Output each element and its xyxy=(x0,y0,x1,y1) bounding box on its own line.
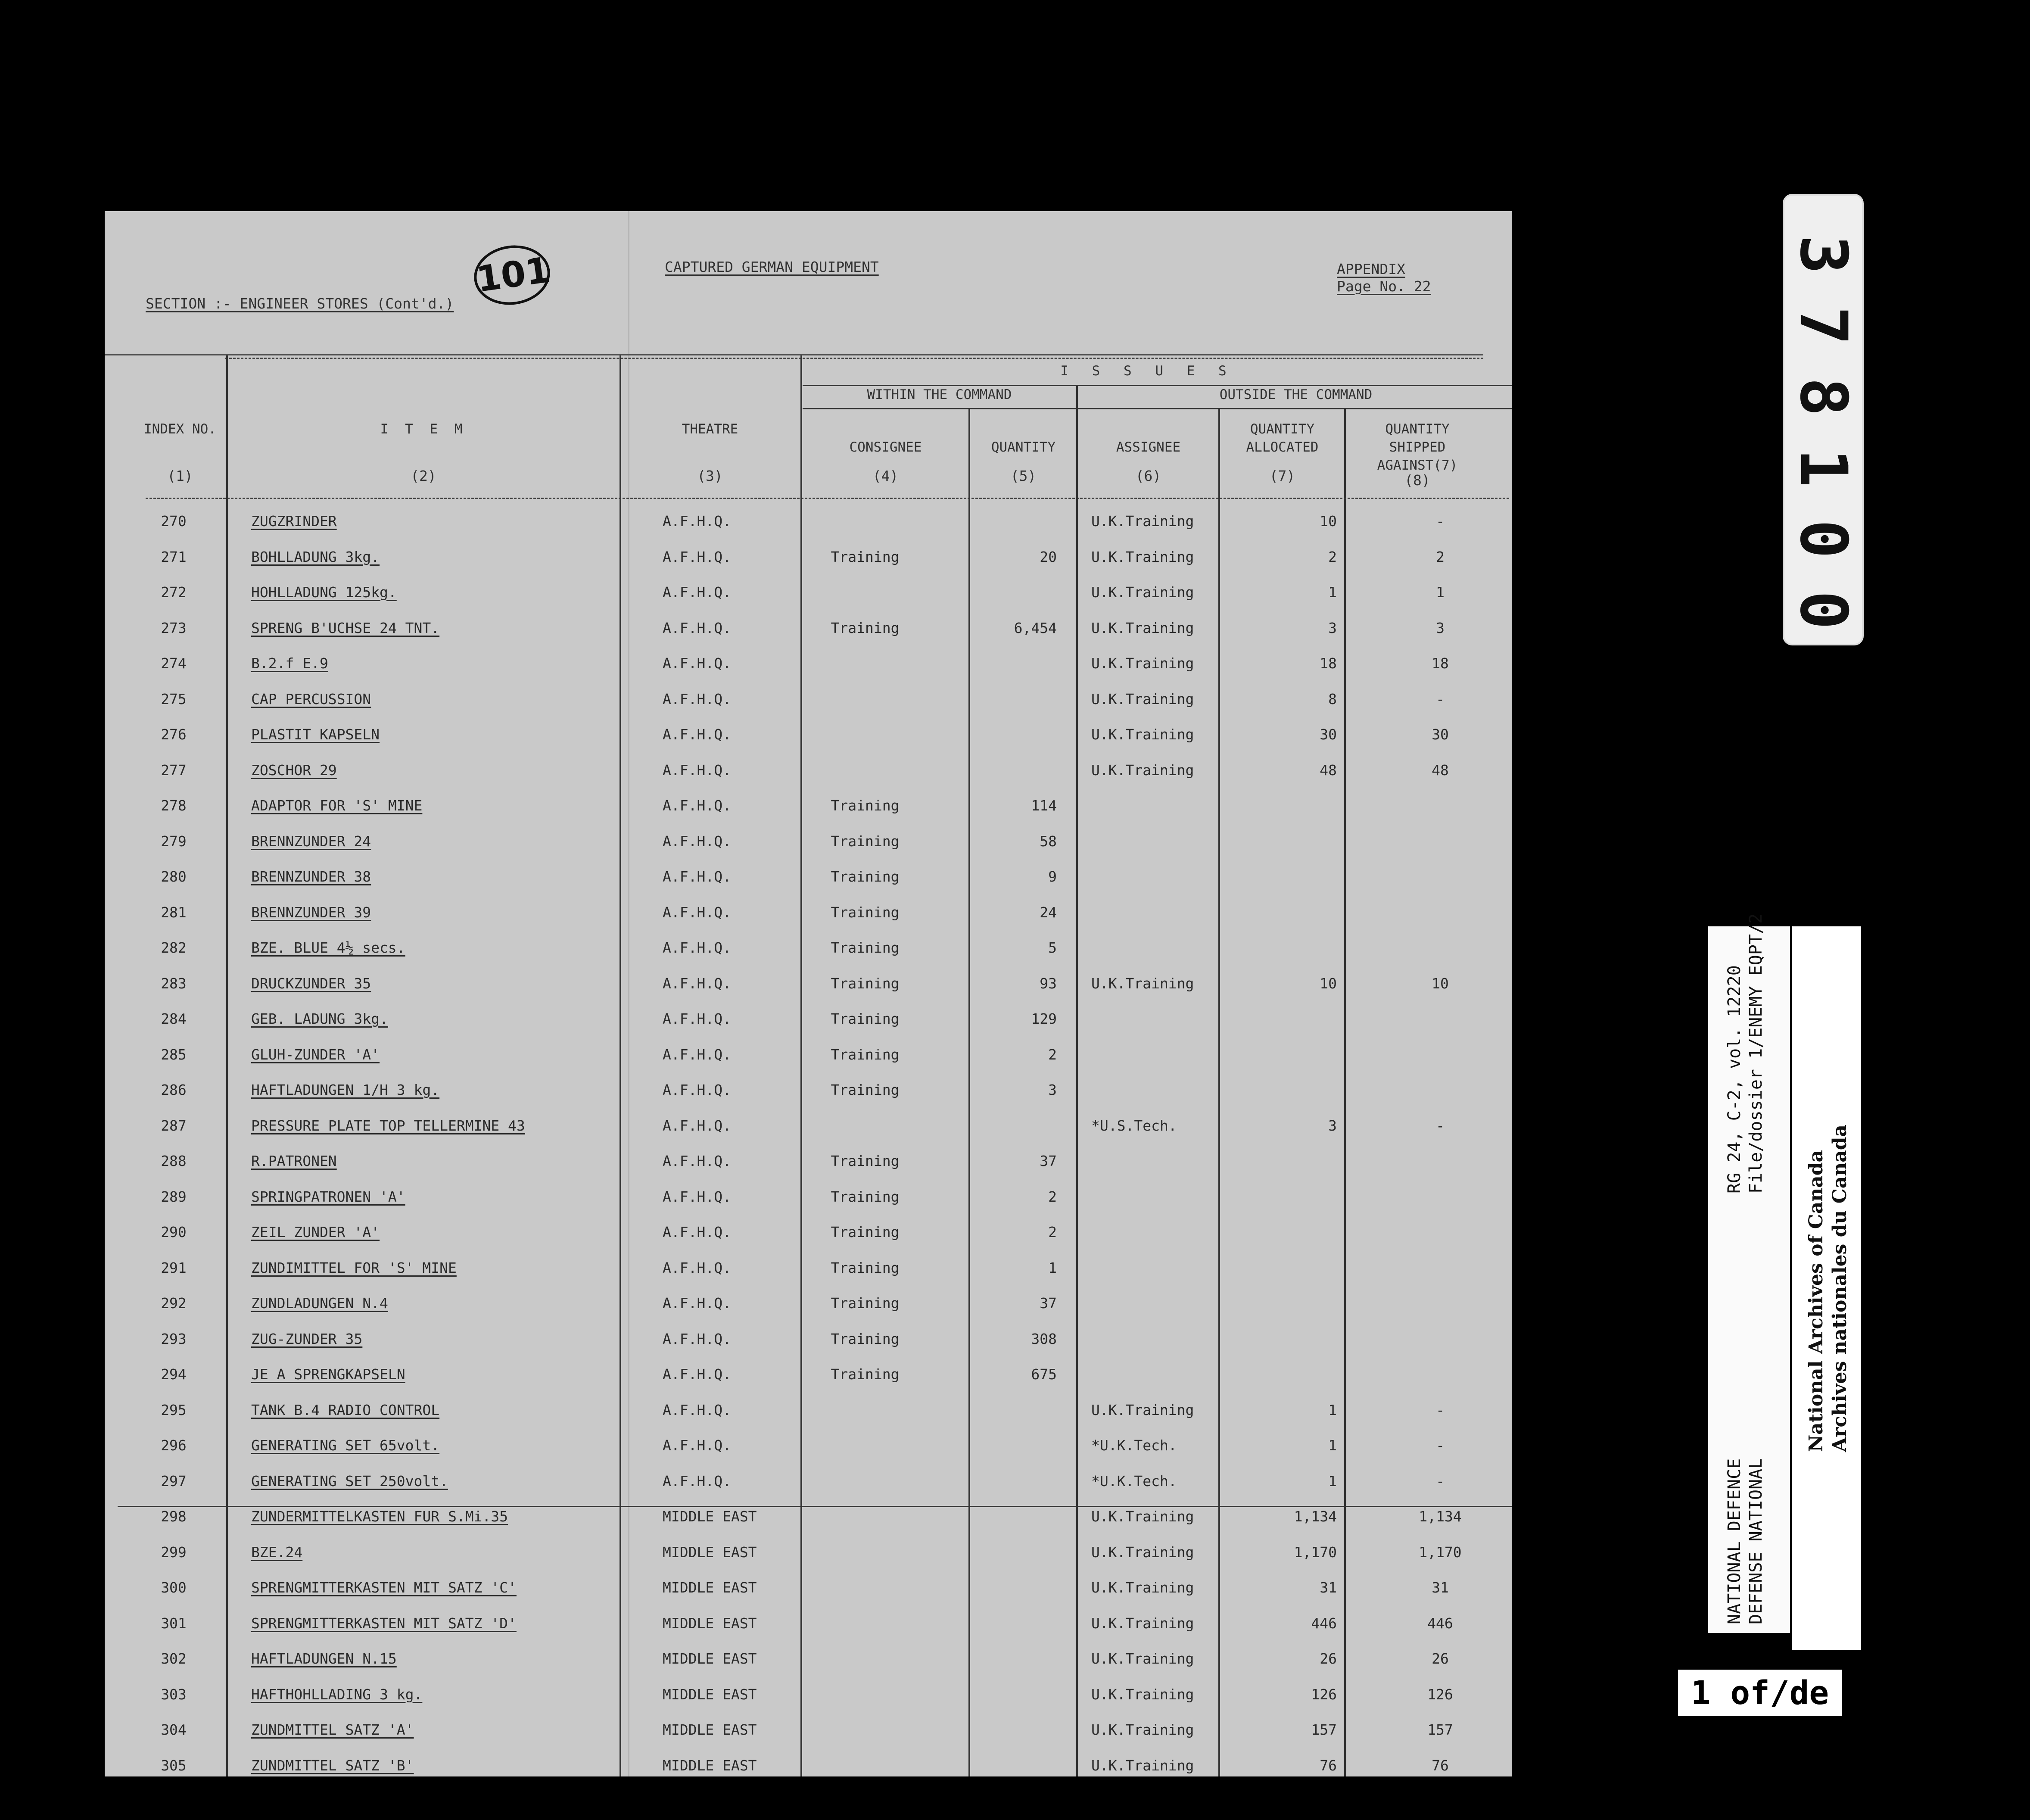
row-item: SPRINGPATRONEN 'A' xyxy=(251,1188,405,1205)
issues-header: I S S U E S xyxy=(1060,363,1234,379)
table-row xyxy=(105,584,1512,618)
row-theatre: MIDDLE EAST xyxy=(663,1686,757,1703)
row-index: 282 xyxy=(161,939,187,956)
row-quantity: 58 xyxy=(1040,832,1057,850)
col-num-3: (3) xyxy=(697,467,723,484)
table-row xyxy=(105,726,1512,760)
row-assignee: U.K.Training xyxy=(1091,690,1194,707)
row-assignee: U.K.Training xyxy=(1091,513,1194,530)
row-assignee: U.K.Training xyxy=(1091,619,1194,636)
row-item: BOHLLADUNG 3kg. xyxy=(251,548,380,565)
row-theatre: A.F.H.Q. xyxy=(663,1366,731,1383)
row-qty-shipped: 18 xyxy=(1432,655,1449,672)
microfilm-digit: 7 xyxy=(1786,306,1861,346)
row-theatre: A.F.H.Q. xyxy=(663,1472,731,1490)
row-qty-allocated: 8 xyxy=(1328,690,1337,707)
col-header-assignee: ASSIGNEE xyxy=(1116,439,1181,455)
row-quantity: 1 xyxy=(1048,1259,1057,1276)
table-row xyxy=(105,833,1512,867)
row-item: ZUG-ZUNDER 35 xyxy=(251,1330,363,1347)
row-index: 302 xyxy=(161,1650,187,1667)
row-index: 277 xyxy=(161,761,187,779)
col-header-item: I T E M xyxy=(380,421,467,437)
row-consignee: Training xyxy=(831,904,900,921)
archive-reference-label xyxy=(1708,913,1790,1633)
table-row xyxy=(105,1544,1512,1578)
row-assignee: U.K.Training xyxy=(1091,975,1194,992)
table-row xyxy=(105,1259,1512,1294)
row-qty-allocated: 3 xyxy=(1328,1117,1337,1134)
table-row xyxy=(105,1721,1512,1756)
row-theatre: A.F.H.Q. xyxy=(663,726,731,743)
row-assignee: U.K.Training xyxy=(1091,1614,1194,1632)
table-row xyxy=(105,655,1512,689)
row-index: 293 xyxy=(161,1330,187,1347)
row-index: 299 xyxy=(161,1543,187,1561)
row-index: 298 xyxy=(161,1508,187,1525)
row-quantity: 93 xyxy=(1040,975,1057,992)
row-item: ZEIL ZUNDER 'A' xyxy=(251,1224,380,1240)
row-qty-allocated: 1 xyxy=(1328,1437,1337,1454)
row-theatre: MIDDLE EAST xyxy=(663,1508,757,1525)
row-quantity: 3 xyxy=(1048,1081,1057,1098)
row-index: 305 xyxy=(161,1757,187,1774)
section-heading: SECTION :- ENGINEER STORES (Cont'd.) xyxy=(146,295,454,312)
row-index: 292 xyxy=(161,1295,187,1312)
row-theatre: A.F.H.Q. xyxy=(663,904,731,921)
sheet-count-stamp: 1 of/de xyxy=(1678,1670,1842,1716)
row-consignee: Training xyxy=(831,1153,900,1169)
row-assignee: U.K.Training xyxy=(1091,1721,1194,1738)
row-index: 300 xyxy=(161,1579,187,1596)
col7-line1: QUANTITY xyxy=(1250,421,1315,437)
appendix-label: APPENDIX xyxy=(1337,261,1405,277)
row-quantity: 2 xyxy=(1048,1188,1057,1205)
row-consignee: Training xyxy=(831,797,900,814)
table-row xyxy=(105,1188,1512,1223)
row-assignee: U.K.Training xyxy=(1091,1543,1194,1561)
row-quantity: 37 xyxy=(1040,1153,1057,1169)
row-consignee: Training xyxy=(831,975,900,992)
row-qty-shipped: 76 xyxy=(1432,1757,1449,1774)
row-item: SPRENGMITTERKASTEN MIT SATZ 'D' xyxy=(251,1614,517,1632)
row-quantity: 9 xyxy=(1048,868,1057,885)
row-item: HAFTHOHLLADING 3 kg. xyxy=(251,1686,423,1703)
row-consignee: Training xyxy=(831,832,900,850)
table-row xyxy=(105,975,1512,1010)
archive-institution-label xyxy=(1792,926,1861,1650)
row-qty-shipped: 48 xyxy=(1432,761,1449,779)
microfilm-digit: 0 xyxy=(1786,590,1861,630)
row-item: BRENNZUNDER 24 xyxy=(251,832,371,850)
row-qty-allocated: 157 xyxy=(1311,1721,1337,1738)
microfilm-digit: 1 xyxy=(1786,448,1861,488)
row-item: HOHLLADUNG 125kg. xyxy=(251,584,397,601)
row-theatre: A.F.H.Q. xyxy=(663,761,731,779)
row-item: HAFTLADUNGEN 1/H 3 kg. xyxy=(251,1081,440,1098)
row-theatre: A.F.H.Q. xyxy=(663,1010,731,1027)
col-header-quantity: QUANTITY xyxy=(991,439,1056,455)
row-qty-allocated: 126 xyxy=(1311,1686,1337,1703)
col-num-6: (6) xyxy=(1135,467,1161,484)
document-page xyxy=(105,211,1512,1776)
row-consignee: Training xyxy=(831,1330,900,1347)
row-item: B.2.f E.9 xyxy=(251,655,328,672)
row-assignee: U.K.Training xyxy=(1091,548,1194,565)
row-index: 285 xyxy=(161,1046,187,1063)
col8-line2: SHIPPED xyxy=(1389,439,1446,455)
row-index: 276 xyxy=(161,726,187,743)
row-theatre: A.F.H.Q. xyxy=(663,1437,731,1454)
row-quantity: 2 xyxy=(1048,1224,1057,1240)
row-item: JE A SPRENGKAPSELN xyxy=(251,1366,405,1383)
row-item: GLUH-ZUNDER 'A' xyxy=(251,1046,380,1063)
col-num-4: (4) xyxy=(872,467,899,484)
microfilm-number-label xyxy=(1783,194,1864,645)
table-row xyxy=(105,868,1512,903)
microfilm-digit: 0 xyxy=(1786,519,1861,559)
row-item: ZUNDLADUNGEN N.4 xyxy=(251,1295,388,1312)
row-theatre: A.F.H.Q. xyxy=(663,1295,731,1312)
row-theatre: MIDDLE EAST xyxy=(663,1721,757,1738)
row-item: TANK B.4 RADIO CONTROL xyxy=(251,1401,440,1418)
row-index: 288 xyxy=(161,1153,187,1169)
row-assignee: U.K.Training xyxy=(1091,1508,1194,1525)
row-qty-allocated: 10 xyxy=(1320,513,1337,530)
row-theatre: A.F.H.Q. xyxy=(663,584,731,601)
table-row xyxy=(105,1402,1512,1436)
row-qty-allocated: 18 xyxy=(1320,655,1337,672)
col-header-theatre: THEATRE xyxy=(682,421,738,437)
row-qty-shipped: 10 xyxy=(1432,975,1449,992)
row-consignee: Training xyxy=(831,868,900,885)
row-index: 301 xyxy=(161,1614,187,1632)
row-theatre: A.F.H.Q. xyxy=(663,548,731,565)
col-num-2: (2) xyxy=(411,467,436,484)
row-item: R.PATRONEN xyxy=(251,1153,337,1169)
row-theatre: A.F.H.Q. xyxy=(663,797,731,814)
row-qty-shipped: 157 xyxy=(1427,1721,1453,1738)
row-item: ZOSCHOR 29 xyxy=(251,761,337,779)
row-theatre: A.F.H.Q. xyxy=(663,1401,731,1418)
row-index: 275 xyxy=(161,690,187,707)
table-row xyxy=(105,904,1512,938)
row-item: GENERATING SET 250volt. xyxy=(251,1472,448,1490)
row-qty-shipped: 26 xyxy=(1432,1650,1449,1667)
row-qty-shipped: - xyxy=(1436,1472,1445,1490)
row-index: 296 xyxy=(161,1437,187,1454)
department-line-1: NATIONAL DEFENCE xyxy=(1725,1458,1744,1624)
row-item: ZUNDMITTEL SATZ 'A' xyxy=(251,1721,414,1738)
row-item: DRUCKZUNDER 35 xyxy=(251,975,371,992)
row-assignee: *U.K.Tech. xyxy=(1091,1437,1177,1454)
row-quantity: 114 xyxy=(1031,797,1057,814)
row-index: 291 xyxy=(161,1259,187,1276)
row-theatre: MIDDLE EAST xyxy=(663,1757,757,1774)
row-qty-shipped: 126 xyxy=(1427,1686,1453,1703)
within-command-header: WITHIN THE COMMAND xyxy=(867,387,1012,402)
row-qty-allocated: 1 xyxy=(1328,1472,1337,1490)
row-quantity: 6,454 xyxy=(1014,619,1057,636)
row-theatre: MIDDLE EAST xyxy=(663,1579,757,1596)
outside-command-header: OUTSIDE THE COMMAND xyxy=(1219,387,1373,402)
row-theatre: A.F.H.Q. xyxy=(663,939,731,956)
row-theatre: A.F.H.Q. xyxy=(663,619,731,636)
row-theatre: A.F.H.Q. xyxy=(663,1081,731,1098)
row-index: 304 xyxy=(161,1721,187,1738)
row-qty-shipped: 2 xyxy=(1436,548,1445,565)
microfilm-digit: 3 xyxy=(1786,235,1861,274)
col7-line2: ALLOCATED xyxy=(1246,439,1319,455)
row-qty-shipped: - xyxy=(1436,1401,1445,1418)
table-row xyxy=(105,762,1512,796)
row-assignee: *U.K.Tech. xyxy=(1091,1472,1177,1490)
row-theatre: A.F.H.Q. xyxy=(663,975,731,992)
table-row xyxy=(105,1473,1512,1507)
row-theatre: MIDDLE EAST xyxy=(663,1614,757,1632)
row-item: ADAPTOR FOR 'S' MINE xyxy=(251,797,423,814)
row-index: 297 xyxy=(161,1472,187,1490)
row-item: ZUNDERMITTELKASTEN FUR S.Mi.35 xyxy=(251,1508,508,1525)
row-index: 295 xyxy=(161,1401,187,1418)
row-quantity: 129 xyxy=(1031,1010,1057,1027)
row-qty-allocated: 10 xyxy=(1320,975,1337,992)
row-item: BRENNZUNDER 39 xyxy=(251,904,371,921)
row-consignee: Training xyxy=(831,1295,900,1312)
row-assignee: U.K.Training xyxy=(1091,584,1194,601)
row-qty-allocated: 48 xyxy=(1320,761,1337,779)
table-row xyxy=(105,620,1512,654)
row-qty-allocated: 1 xyxy=(1328,1401,1337,1418)
row-item: ZUNDMITTEL SATZ 'B' xyxy=(251,1757,414,1774)
row-consignee: Training xyxy=(831,1366,900,1383)
table-row xyxy=(105,548,1512,583)
row-item: HAFTLADUNGEN N.15 xyxy=(251,1650,397,1667)
row-theatre: A.F.H.Q. xyxy=(663,832,731,850)
row-theatre: A.F.H.Q. xyxy=(663,1224,731,1240)
microfilm-digit: 8 xyxy=(1786,377,1861,417)
row-quantity: 20 xyxy=(1040,548,1057,565)
table-row xyxy=(105,1295,1512,1329)
table-row xyxy=(105,1757,1512,1777)
row-index: 303 xyxy=(161,1686,187,1703)
institution-line-2: Archives nationales du Canada xyxy=(1829,1124,1851,1452)
col-num-1: (1) xyxy=(167,467,193,484)
row-item: PLASTIT KAPSELN xyxy=(251,726,380,743)
row-index: 279 xyxy=(161,832,187,850)
row-item: SPRENGMITTERKASTEN MIT SATZ 'C' xyxy=(251,1579,517,1596)
row-index: 294 xyxy=(161,1366,187,1383)
row-theatre: A.F.H.Q. xyxy=(663,513,731,530)
col-num-7: (7) xyxy=(1269,467,1295,484)
row-item: BZE. BLUE 4½ secs. xyxy=(251,939,405,956)
table-row xyxy=(105,1153,1512,1187)
row-consignee: Training xyxy=(831,1224,900,1240)
row-quantity: 24 xyxy=(1040,904,1057,921)
row-item: SPRENG B'UCHSE 24 TNT. xyxy=(251,619,440,636)
row-theatre: MIDDLE EAST xyxy=(663,1650,757,1667)
col-header-consignee: CONSIGNEE xyxy=(849,439,922,455)
row-index: 290 xyxy=(161,1224,187,1240)
row-item: ZUNDIMITTEL FOR 'S' MINE xyxy=(251,1259,457,1276)
row-item: ZUGZRINDER xyxy=(251,513,337,530)
row-index: 286 xyxy=(161,1081,187,1098)
row-qty-shipped: - xyxy=(1436,690,1445,707)
table-row xyxy=(105,797,1512,832)
row-qty-allocated: 3 xyxy=(1328,619,1337,636)
row-assignee: U.K.Training xyxy=(1091,655,1194,672)
row-index: 272 xyxy=(161,584,187,601)
row-index: 287 xyxy=(161,1117,187,1134)
row-qty-shipped: - xyxy=(1436,1437,1445,1454)
row-index: 273 xyxy=(161,619,187,636)
row-qty-shipped: 1,134 xyxy=(1419,1508,1462,1525)
row-qty-allocated: 76 xyxy=(1320,1757,1337,1774)
row-qty-shipped: 1,170 xyxy=(1419,1543,1462,1561)
row-index: 289 xyxy=(161,1188,187,1205)
row-item: BZE.24 xyxy=(251,1543,303,1561)
row-index: 274 xyxy=(161,655,187,672)
department-line-2: DEFENSE NATIONAL xyxy=(1746,1458,1766,1624)
table-row xyxy=(105,513,1512,547)
table-row xyxy=(105,939,1512,974)
document-title: CAPTURED GERMAN EQUIPMENT xyxy=(665,259,879,275)
table-row xyxy=(105,1366,1512,1400)
row-quantity: 675 xyxy=(1031,1366,1057,1383)
row-consignee: Training xyxy=(831,619,900,636)
row-assignee: U.K.Training xyxy=(1091,1579,1194,1596)
table-row xyxy=(105,1615,1512,1649)
table-row xyxy=(105,1686,1512,1720)
page-number: Page No. 22 xyxy=(1337,278,1431,295)
row-index: 278 xyxy=(161,797,187,814)
table-row xyxy=(105,1081,1512,1116)
table-row xyxy=(105,1224,1512,1258)
row-quantity: 37 xyxy=(1040,1295,1057,1312)
table-row xyxy=(105,1046,1512,1081)
row-quantity: 308 xyxy=(1031,1330,1057,1347)
row-consignee: Training xyxy=(831,1046,900,1063)
row-qty-shipped: 1 xyxy=(1436,584,1445,601)
row-qty-allocated: 2 xyxy=(1328,548,1337,565)
row-quantity: 2 xyxy=(1048,1046,1057,1063)
row-consignee: Training xyxy=(831,548,900,565)
row-theatre: MIDDLE EAST xyxy=(663,1543,757,1561)
row-assignee: U.K.Training xyxy=(1091,761,1194,779)
row-index: 270 xyxy=(161,513,187,530)
table-row xyxy=(105,1010,1512,1045)
col-num-8: (8) xyxy=(1404,472,1430,489)
col-header-index: INDEX NO. xyxy=(144,421,216,437)
row-index: 283 xyxy=(161,975,187,992)
row-assignee: U.K.Training xyxy=(1091,1650,1194,1667)
reference-line-1: RG 24, C-2, vol. 12220 xyxy=(1725,965,1744,1194)
table-row xyxy=(105,1650,1512,1685)
row-assignee: U.K.Training xyxy=(1091,726,1194,743)
table-row xyxy=(105,691,1512,725)
table-row xyxy=(105,1579,1512,1614)
table-body xyxy=(105,211,1512,1776)
row-qty-shipped: - xyxy=(1436,1117,1445,1134)
table-row xyxy=(105,1508,1512,1543)
row-assignee: U.K.Training xyxy=(1091,1757,1194,1774)
row-theatre: A.F.H.Q. xyxy=(663,1153,731,1169)
row-assignee: U.K.Training xyxy=(1091,1401,1194,1418)
row-consignee: Training xyxy=(831,1188,900,1205)
row-index: 271 xyxy=(161,548,187,565)
row-item: PRESSURE PLATE TOP TELLERMINE 43 xyxy=(251,1117,525,1134)
row-qty-allocated: 26 xyxy=(1320,1650,1337,1667)
table-row xyxy=(105,1437,1512,1471)
row-qty-allocated: 1,170 xyxy=(1294,1543,1337,1561)
institution-line-1: National Archives of Canada xyxy=(1805,1150,1827,1452)
row-theatre: A.F.H.Q. xyxy=(663,1188,731,1205)
row-qty-shipped: 31 xyxy=(1432,1579,1449,1596)
col8-line3: AGAINST(7) xyxy=(1377,458,1458,473)
row-qty-shipped: 446 xyxy=(1427,1614,1453,1632)
row-qty-shipped: - xyxy=(1436,513,1445,530)
row-item: GENERATING SET 65volt. xyxy=(251,1437,440,1454)
row-theatre: A.F.H.Q. xyxy=(663,655,731,672)
row-quantity: 5 xyxy=(1048,939,1057,956)
row-consignee: Training xyxy=(831,1010,900,1027)
col8-line1: QUANTITY xyxy=(1385,421,1450,437)
table-row xyxy=(105,1331,1512,1365)
row-theatre: A.F.H.Q. xyxy=(663,868,731,885)
row-assignee: U.K.Training xyxy=(1091,1686,1194,1703)
row-qty-shipped: 3 xyxy=(1436,619,1445,636)
row-index: 284 xyxy=(161,1010,187,1027)
row-theatre: A.F.H.Q. xyxy=(663,1330,731,1347)
row-item: GEB. LADUNG 3kg. xyxy=(251,1010,388,1027)
row-theatre: A.F.H.Q. xyxy=(663,1259,731,1276)
row-theatre: A.F.H.Q. xyxy=(663,690,731,707)
row-qty-shipped: 30 xyxy=(1432,726,1449,743)
row-consignee: Training xyxy=(831,1259,900,1276)
reference-line-2: File/dossier 1/ENEMY EQPT/2 xyxy=(1746,913,1766,1194)
row-item: CAP PERCUSSION xyxy=(251,690,371,707)
folio-number: 101 xyxy=(470,240,554,309)
row-qty-allocated: 30 xyxy=(1320,726,1337,743)
row-theatre: A.F.H.Q. xyxy=(663,1117,731,1134)
row-index: 280 xyxy=(161,868,187,885)
row-theatre: A.F.H.Q. xyxy=(663,1046,731,1063)
row-assignee: *U.S.Tech. xyxy=(1091,1117,1177,1134)
row-qty-allocated: 31 xyxy=(1320,1579,1337,1596)
table-row xyxy=(105,1117,1512,1152)
row-consignee: Training xyxy=(831,1081,900,1098)
row-item: BRENNZUNDER 38 xyxy=(251,868,371,885)
col-num-5: (5) xyxy=(1010,467,1037,484)
row-index: 281 xyxy=(161,904,187,921)
row-consignee: Training xyxy=(831,939,900,956)
row-qty-allocated: 1 xyxy=(1328,584,1337,601)
row-qty-allocated: 446 xyxy=(1311,1614,1337,1632)
row-qty-allocated: 1,134 xyxy=(1294,1508,1337,1525)
